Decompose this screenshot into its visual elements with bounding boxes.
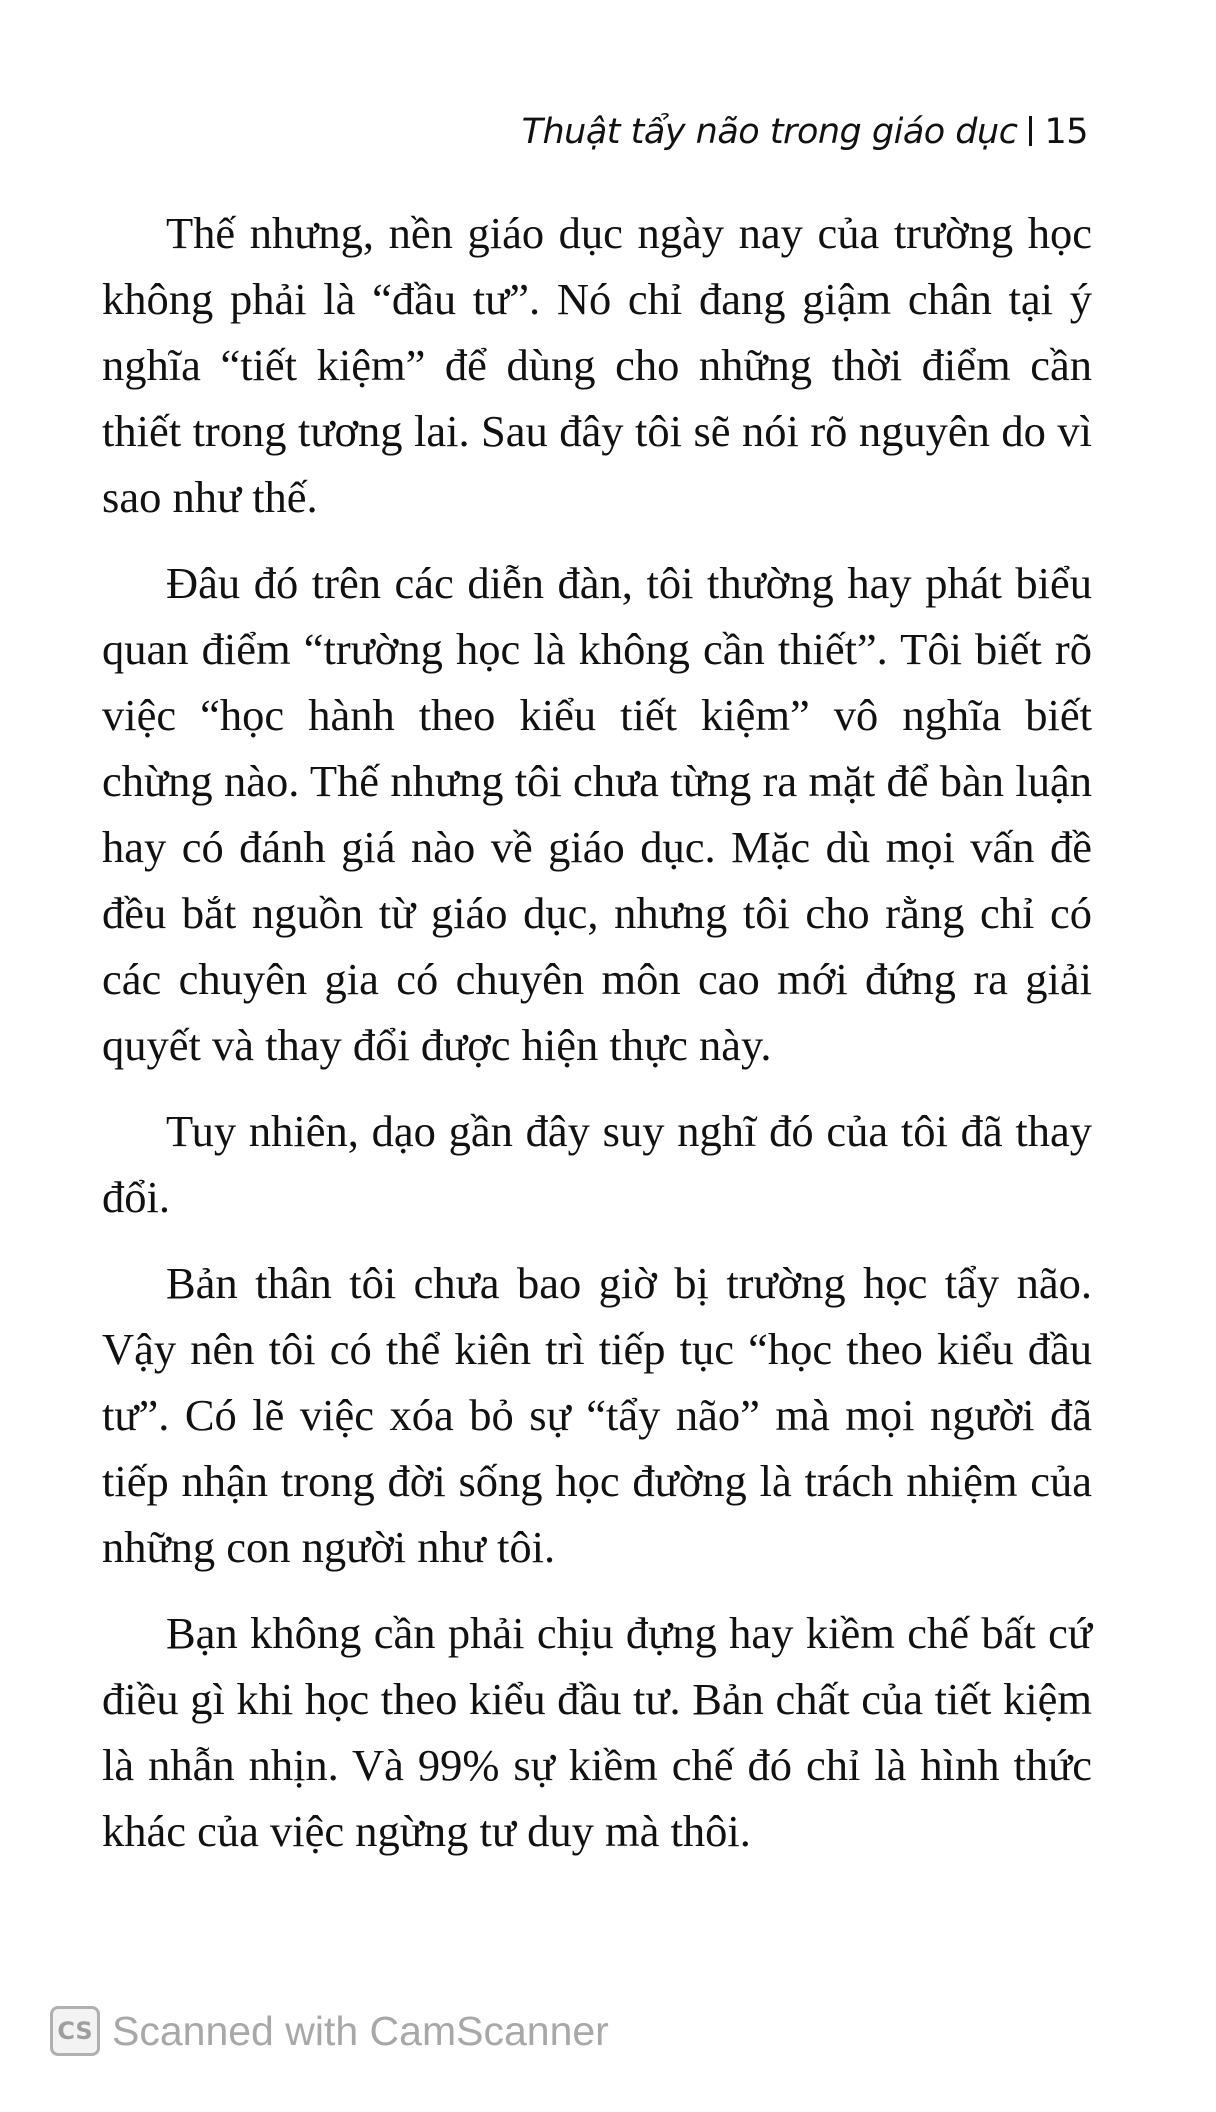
paragraph-3: Tuy nhiên, dạo gần đây suy nghĩ đó của tôi đã thay đổi. — [102, 1106, 1092, 1222]
running-header — [522, 112, 1088, 152]
scanner-watermark — [50, 2006, 609, 2056]
paragraph-4: Bản thân tôi chưa bao giờ bị trường học tẩy não. Vậy nên tôi có thể kiên trì tiếp tục “học theo kiểu đầu tư”. Có lẽ việc xóa bỏ sự “tẩy não” mà mọi người đã tiếp nhận trong đời sống học đường là trách nhiệm của những con người như tôi. — [102, 1258, 1092, 1572]
running-title: Thuật tẩy não trong giáo dục — [521, 112, 1018, 152]
page-number: 15 — [1044, 112, 1088, 152]
paragraph-5: Bạn không cần phải chịu đựng hay kiềm chế bất cứ điều gì khi học theo kiểu đầu tư. Bản chất của tiết kiệm là nhẫn nhịn. Và 99% sự kiềm chế đó chỉ là hình thức khác của việc ngừng tư duy mà thôi. — [102, 1608, 1092, 1856]
header-separator — [1029, 116, 1032, 146]
paragraph-1: Thế nhưng, nền giáo dục ngày nay của trường học không phải là “đầu tư”. Nó chỉ đang giậm chân tại ý nghĩa “tiết kiệm” để dùng cho những thời điểm cần thiết trong tương lai. Sau đây tôi sẽ nói rõ nguyên do vì sao như thế. — [102, 208, 1092, 522]
watermark-text: Scanned with CamScanner — [112, 2007, 609, 2054]
camscanner-logo-icon: CS — [50, 2006, 100, 2056]
body-text — [102, 200, 1092, 1884]
paragraph-2: Đâu đó trên các diễn đàn, tôi thường hay phát biểu quan điểm “trường học là không cần thiết”. Tôi biết rõ việc “học hành theo kiểu tiết kiệm” vô nghĩa biết chừng nào. Thế nhưng tôi chưa từng ra mặt để bàn luận hay có đánh giá nào về giáo dục. Mặc dù mọi vấn đề đều bắt nguồn từ giáo dục, nhưng tôi cho rằng chỉ có các chuyên gia có chuyên môn cao mới đứng ra giải quyết và thay đổi được hiện thực này. — [102, 558, 1092, 1070]
